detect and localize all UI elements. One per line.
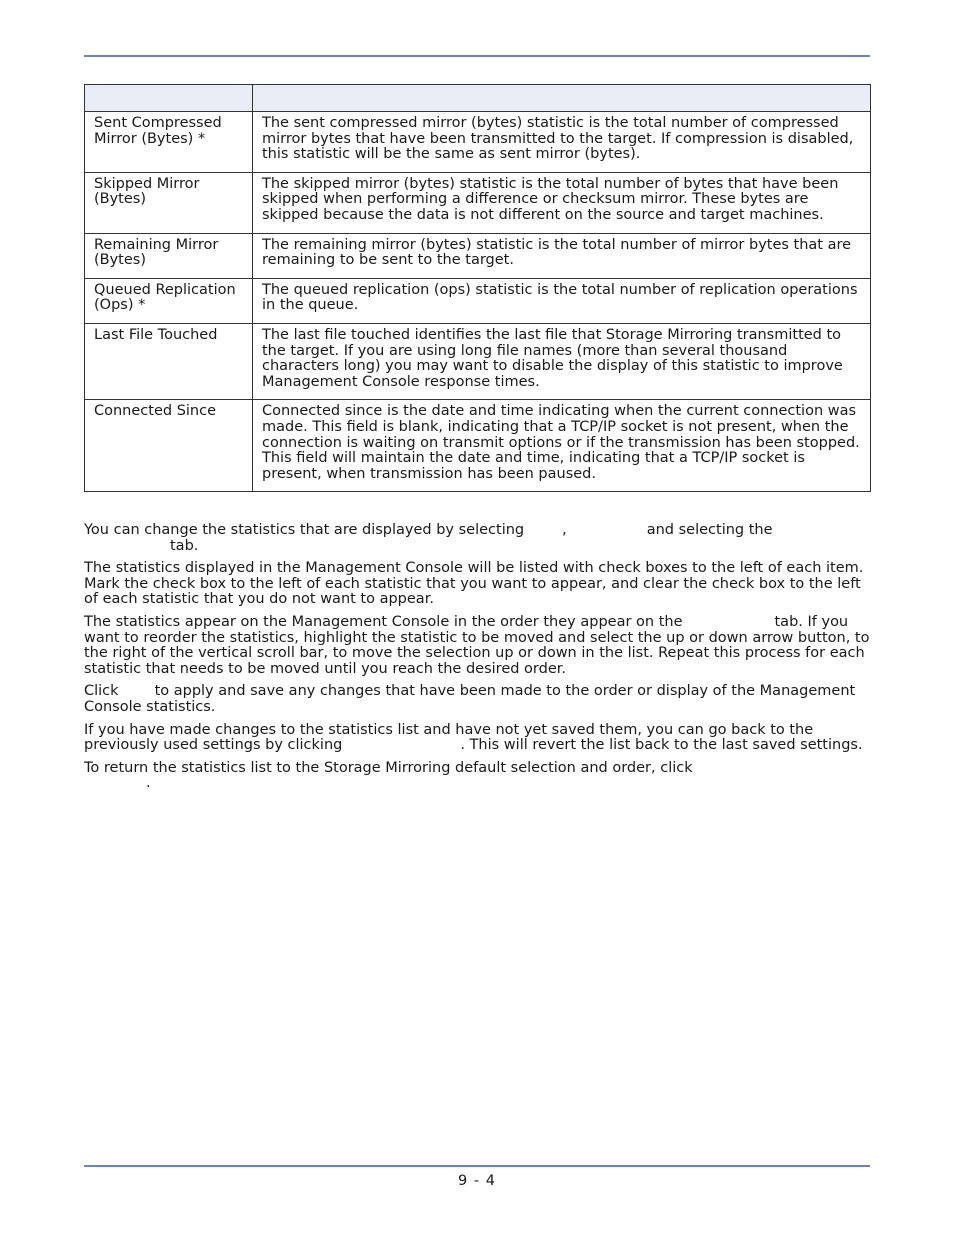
statistic-name: Skipped Mirror (Bytes) <box>85 172 253 233</box>
statistic-description: The queued replication (ops) statistic is the total number of replication operations in the queue. <box>253 278 871 323</box>
statistic-description: The sent compressed mirror (bytes) statistic is the total number of compressed mirror bytes that have been transmitted to the target. If compression is disabled, this statistic will be the same as sent mirror (bytes). <box>253 112 871 173</box>
paragraph-text: . This will revert the list back to the last saved settings. <box>460 737 863 754</box>
paragraph-text: To return the statistics list to the Storage Mirroring default selection and order, click <box>84 759 693 776</box>
paragraph-change-statistics <box>84 523 870 554</box>
statistic-description: The skipped mirror (bytes) statistic is the total number of bytes that have been skipped when performing a difference or checksum mirror. These bytes are skipped because the data is not different on the source and target machines. <box>253 172 871 233</box>
statistic-name: Queued Replication (Ops) * <box>85 278 253 323</box>
paragraph-text: You can change the statistics that are displayed by selecting <box>84 522 525 538</box>
statistic-name: Connected Since <box>85 400 253 492</box>
statistic-name: Remaining Mirror (Bytes) <box>85 233 253 278</box>
paragraph-text: . <box>146 775 151 792</box>
footer-rule <box>84 1165 870 1167</box>
statistic-name: Last File Touched <box>85 323 253 399</box>
table-row <box>85 323 871 399</box>
paragraph-text: and selecting the <box>646 522 773 538</box>
paragraph-reorder <box>84 615 870 677</box>
table-header-description <box>253 85 871 112</box>
table-row <box>85 278 871 323</box>
paragraph-apply <box>84 684 870 715</box>
table-row <box>85 172 871 233</box>
paragraph-text: Click <box>84 683 119 700</box>
paragraph-text: The statistics appear on the Management Console in the order they appear on the <box>84 613 683 630</box>
table-header-statistic <box>85 85 253 112</box>
statistic-description: Connected since is the date and time indicating when the current connection was made. This field is blank, indicating that a TCP/IP socket is not present, when the connection is waiting on transmit options or if the transmission has been stopped. This field will maintain the date and time, indicating that a TCP/IP socket is present, when transmission has been paused. <box>253 400 871 492</box>
body-text <box>84 523 870 799</box>
table-row <box>85 400 871 492</box>
paragraph-default <box>84 761 870 792</box>
statistic-description: The last file touched identifies the last file that Storage Mirroring transmitted to the target. If you are using long file names (more than several thousand characters long) you may want to disable the display of this statistic to improve Management Console response times. <box>253 323 871 399</box>
page-number: 9 - 4 <box>458 1173 496 1189</box>
statistic-description: The remaining mirror (bytes) statistic is the total number of mirror bytes that are remaining to be sent to the target. <box>253 233 871 278</box>
paragraph-text: tab. <box>170 537 199 554</box>
header-rule <box>84 55 870 57</box>
table-row <box>85 112 871 173</box>
paragraph-text: tab. If you want to reorder the statistics, highlight the statistic to be moved and select the up or down arrow button, to the right of the vertical scroll bar, to move the selection up or down in the list. Repeat this process for each statistic that needs to be moved until you reach the desired order. <box>84 613 870 677</box>
paragraph-text: If you have made changes to the statistics list and have not yet saved them, you can go back to the previously used settings by clicking <box>84 721 814 754</box>
paragraph-text: , <box>562 522 567 538</box>
statistic-name: Sent Compressed Mirror (Bytes) * <box>85 112 253 173</box>
paragraph-text: to apply and save any changes that have been made to the order or display of the Management Console statistics. <box>84 683 856 715</box>
paragraph-check-boxes: The statistics displayed in the Management Console will be listed with check boxes to the left of each item. Mark the check box to the left of each statistic that you want to appear, and clear the check box to the left of each statistic that you do not want to appear. <box>84 560 864 608</box>
statistics-table <box>84 84 871 492</box>
table-row <box>85 233 871 278</box>
table-header-row <box>85 85 871 112</box>
paragraph-revert <box>84 723 870 754</box>
